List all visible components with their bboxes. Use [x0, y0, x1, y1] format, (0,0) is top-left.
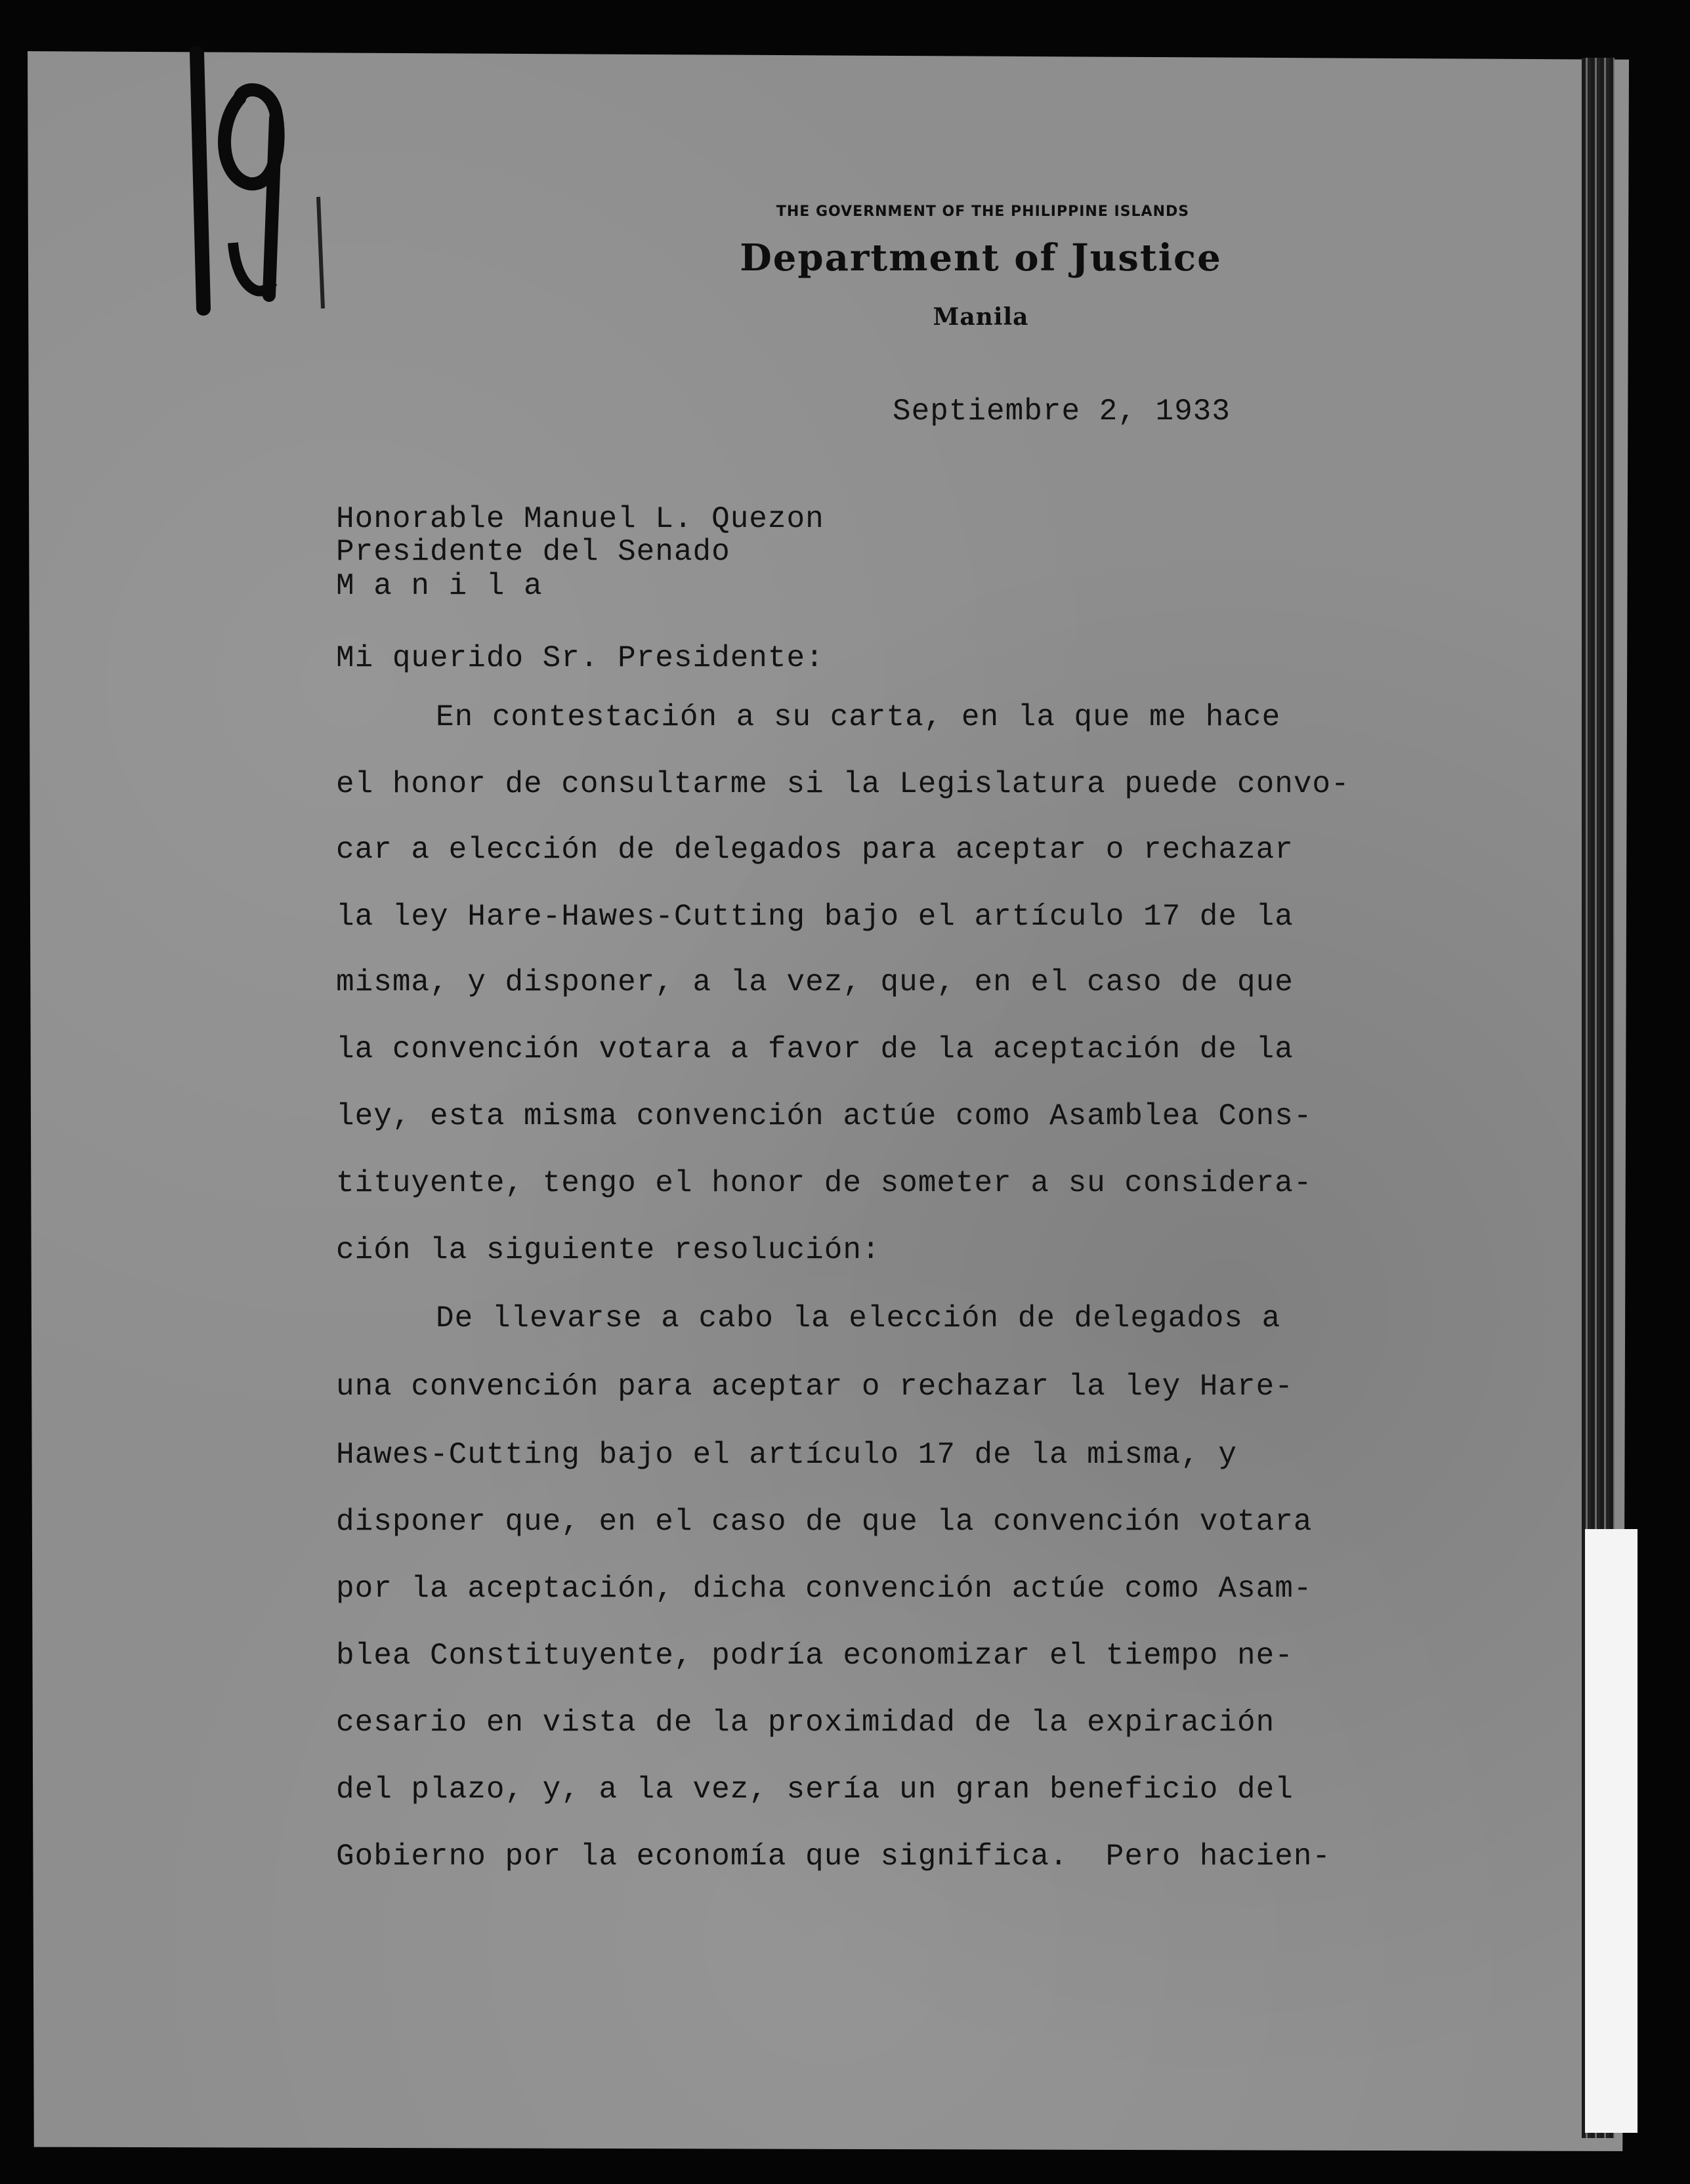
letterhead-government: THE GOVERNMENT OF THE PHILIPPINE ISLANDS: [776, 203, 1190, 220]
paragraph-1-line: la ley Hare-Hawes-Cutting bajo el artículo 17 de la: [336, 900, 1294, 934]
recipient-title: Presidente del Senado: [336, 535, 730, 569]
paragraph-1-line: tituyente, tengo el honor de someter a su considera-: [336, 1166, 1313, 1200]
paragraph-1-line: misma, y disponer, a la vez, que, en el caso de que: [336, 965, 1294, 999]
salutation: Mi querido Sr. Presidente:: [336, 641, 824, 675]
paragraph-1-line: la convención votara a favor de la aceptación de la: [336, 1032, 1294, 1066]
paragraph-1-line: ción la siguiente resolución:: [336, 1233, 881, 1267]
paragraph-1-line: el honor de consultarme si la Legislatura puede convo-: [336, 767, 1350, 801]
paragraph-2-line: por la aceptación, dicha convención actúe como Asam-: [336, 1572, 1313, 1606]
letter-date: Septiembre 2, 1933: [893, 394, 1231, 429]
letterhead-city: Manila: [933, 303, 1029, 331]
paragraph-2-line: una convención para aceptar o rechazar la ley Hare-: [336, 1370, 1294, 1404]
paragraph-2-line: disponer que, en el caso de que la convención votara: [336, 1505, 1313, 1539]
letterhead-department: Department of Justice: [740, 236, 1222, 280]
paragraph-2-line: cesario en vista de la proximidad de la expiración: [336, 1706, 1275, 1740]
recipient-city: M a n i l a: [336, 569, 543, 603]
paragraph-1-line: car a elección de delegados para aceptar o rechazar: [336, 833, 1294, 867]
paragraph-1-line: En contestación a su carta, en la que me hace: [436, 700, 1281, 734]
paragraph-2-line: De llevarse a cabo la elección de delegados a: [436, 1301, 1281, 1335]
paragraph-1-line: ley, esta misma convención actúe como Asamblea Cons-: [336, 1099, 1313, 1133]
paragraph-2-line: Gobierno por la economía que significa. Pero hacien-: [336, 1839, 1332, 1874]
page-stack-white-edge: [1585, 1529, 1637, 2133]
paragraph-2-line: blea Constituyente, podría economizar el tiempo ne-: [336, 1639, 1294, 1673]
recipient-name: Honorable Manuel L. Quezon: [336, 502, 824, 536]
handwritten-mark: [177, 46, 335, 322]
paragraph-2-line: Hawes-Cutting bajo el artículo 17 de la misma, y: [336, 1438, 1238, 1472]
paragraph-2-line: del plazo, y, a la vez, sería un gran beneficio del: [336, 1773, 1294, 1807]
